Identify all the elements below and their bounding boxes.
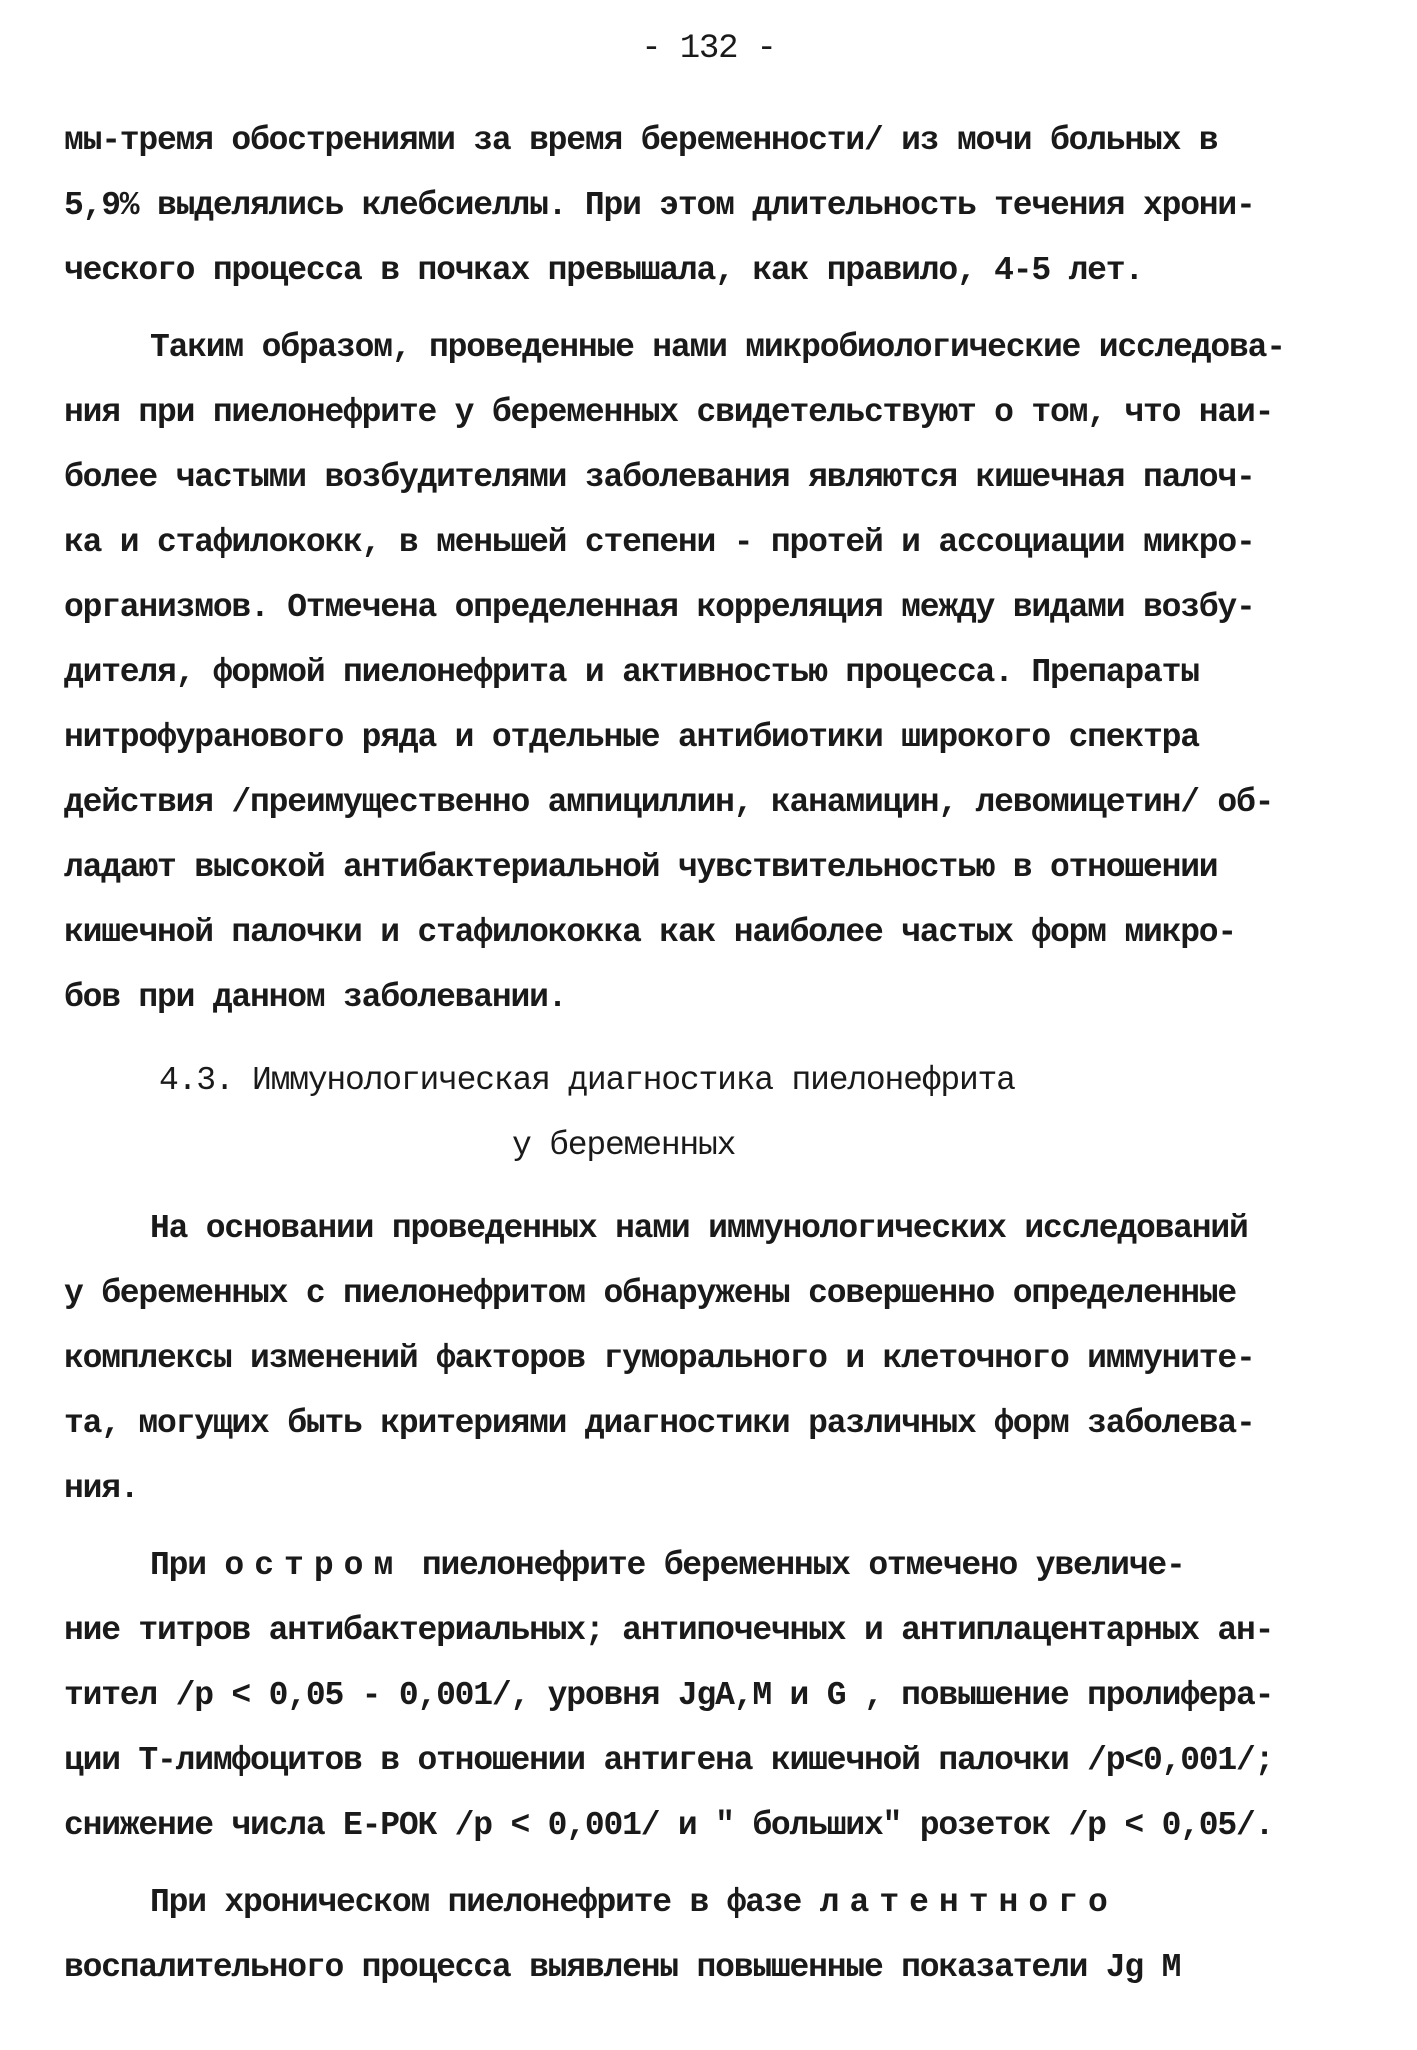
paragraph-3: [64, 1196, 1364, 1521]
section-heading: [64, 1048, 1364, 1178]
text-span: При: [150, 1547, 225, 1584]
text-line: ческого процесса в почках превышала, как правило, 4-5 лет.: [64, 252, 1143, 289]
document-body: [64, 108, 1364, 2000]
emphasized-word: латентного: [819, 1884, 1118, 1921]
paragraph-1: [64, 108, 1364, 303]
text-line: действия /преимущественно ампициллин, канамицин, левомицетин/ об-: [64, 784, 1274, 821]
section-heading-line-2: у беременных: [512, 1127, 736, 1164]
page-number: - 132 -: [641, 30, 776, 68]
text-line: ние титров антибактериальных; антипочечных и антиплацентарных ан-: [64, 1612, 1274, 1649]
text-line: более частыми возбудителями заболевания являются кишечная палоч-: [64, 459, 1255, 496]
text-line: [64, 1533, 1364, 1598]
text-line: нитрофуранового ряда и отдельные антибиотики широкого спектра: [64, 719, 1199, 756]
text-line: ния.: [64, 1470, 139, 1507]
text-line: у беременных с пиелонефритом обнаружены совершенно определенные: [64, 1275, 1237, 1312]
text-line: дителя, формой пиелонефрита и активностью процесса. Препараты: [64, 654, 1199, 691]
text-line: [64, 1870, 1364, 1935]
text-line: ка и стафилококк, в меньшей степени - протей и ассоциации микро-: [64, 524, 1255, 561]
text-line: На основании проведенных нами иммунологических исследований: [150, 1210, 1248, 1247]
text-line: комплексы изменений факторов гуморального и клеточного иммуните-: [64, 1340, 1255, 1377]
paragraph-4: [64, 1533, 1364, 1858]
paragraph-5: [64, 1870, 1364, 2000]
text-line: ции Т-лимфоцитов в отношении антигена кишечной палочки /р<0,001/;: [64, 1742, 1274, 1779]
emphasized-word: остром: [224, 1547, 404, 1584]
text-line: мы-тремя обострениями за время беременности/ из мочи больных в: [64, 122, 1218, 159]
text-span: При хроническом пиелонефрите в фазе: [150, 1884, 820, 1921]
text-line: кишечной палочки и стафилококка как наиболее частых форм микро-: [64, 914, 1237, 951]
text-span: пиелонефрите беременных отмечено увеличе-: [403, 1547, 1185, 1584]
paragraph-2: [64, 315, 1364, 1030]
text-line: та, могущих быть критериями диагностики различных форм заболева-: [64, 1405, 1255, 1442]
section-heading-line-1: 4.3. Иммунологическая диагностика пиелонефрита: [159, 1062, 1015, 1099]
text-line: воспалительного процесса выявлены повышенные показатели Jg M: [64, 1949, 1181, 1986]
text-line: 5,9% выделялись клебсиеллы. При этом длительность течения хрони-: [64, 187, 1255, 224]
text-line: снижение числа Е-РОК /р < 0,001/ и " больших" розеток /р < 0,05/.: [64, 1807, 1274, 1844]
text-line: бов при данном заболевании.: [64, 979, 567, 1016]
text-line: организмов. Отмечена определенная корреляция между видами возбу-: [64, 589, 1255, 626]
text-line: тител /р < 0,05 - 0,001/, уровня JgA,M и G , повышение пролифера-: [64, 1677, 1274, 1714]
text-line: ния при пиелонефрите у беременных свидетельствуют о том, что наи-: [64, 394, 1274, 431]
text-line: Таким образом, проведенные нами микробиологические исследова-: [150, 329, 1285, 366]
text-line: ладают высокой антибактериальной чувствительностью в отношении: [64, 849, 1218, 886]
